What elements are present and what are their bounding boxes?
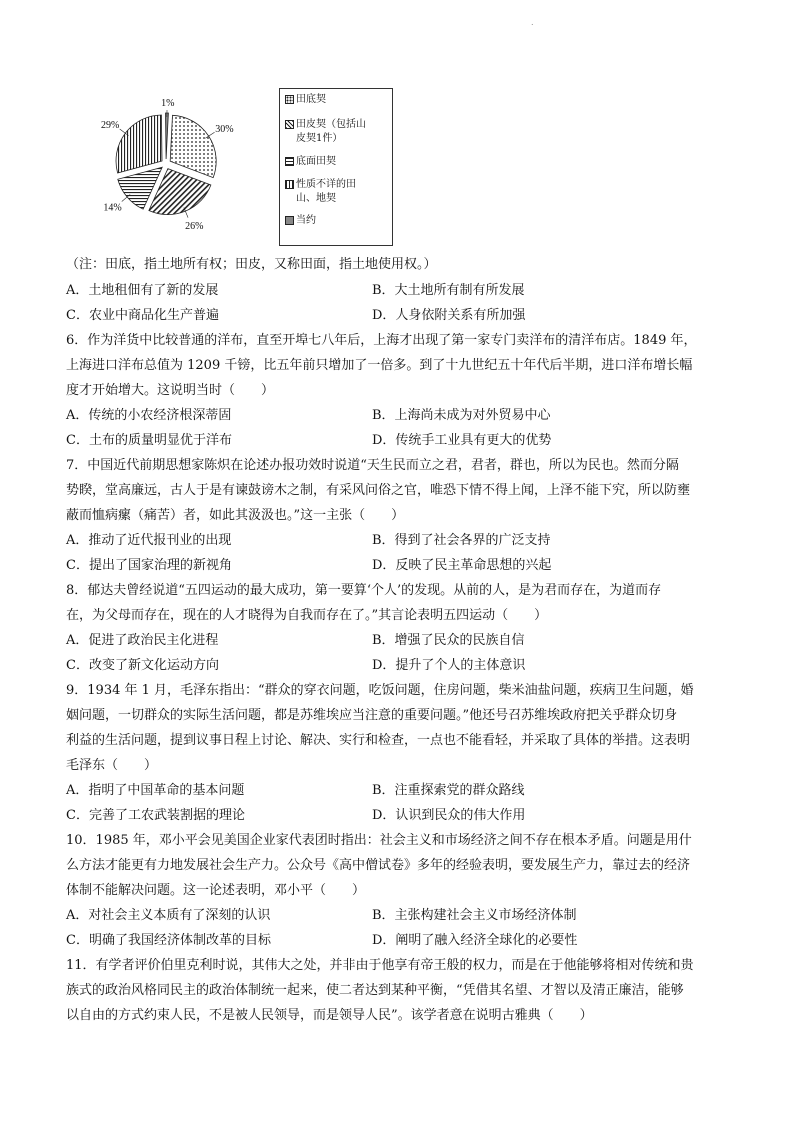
q8-option-b[interactable]: B．增强了民众的民族自信 [372, 633, 525, 648]
q11-stem-line: 11．有学者评价伯里克利时说，其伟大之处，并非由于他享有帝王般的权力，而是在于他能够将相对传统和贵 [66, 958, 694, 973]
q8-option-a[interactable]: A．促进了政治民主化进程 [66, 633, 219, 648]
legend-label: 当约 [296, 215, 316, 226]
q8-option-c[interactable]: C．改变了新文化运动方向 [66, 658, 219, 673]
legend-item-field-bottom [285, 93, 388, 107]
pie-slice [116, 115, 162, 173]
legend-label: 田皮契（包括山 [296, 119, 366, 130]
q10-stem-line: 体制不能解决问题。这一论述表明，邓小平（ ） [66, 883, 366, 898]
slice-label: 26% [185, 221, 204, 233]
vertical-swatch-icon [285, 180, 294, 189]
legend-label: 田底契 [296, 94, 326, 105]
q5-option-b[interactable]: B．大土地所有制有所发展 [372, 283, 525, 298]
q9-option-c[interactable]: C．完善了工农武装割据的理论 [66, 808, 245, 823]
q9-stem-line: 毛泽东（ ） [66, 758, 158, 773]
dots-swatch-icon [285, 95, 294, 104]
q10-option-d[interactable]: D．阐明了融入经济全球化的必要性 [372, 933, 578, 948]
q6-option-a[interactable]: A．传统的小农经济根深蒂固 [66, 408, 232, 423]
legend-label: 性质不详的田 [296, 179, 356, 190]
q6-option-d[interactable]: D．传统手工业具有更大的优势 [372, 433, 552, 448]
q8-stem-line: 在，为父母而存在，现在的人才晓得为自我而存在了。”其言论表明五四运动（ ） [66, 608, 548, 623]
q10-stem-line: 10．1985 年，邓小平会见美国企业家代表团时指出：社会主义和市场经济之间不存在根本矛盾。问题是用什 [66, 833, 692, 848]
q6-stem-line: 上海进口洋布总值为 1209 千镑，比五年前只增加了一倍多。到了十九世纪五十年代后半期，进口洋布增长幅 [66, 358, 693, 373]
pie-slice [166, 113, 169, 159]
q8-option-d[interactable]: D．提升了个人的主体意识 [372, 658, 526, 673]
slice-label: 29% [100, 120, 120, 132]
slice-label: 1% [161, 98, 175, 110]
solid-swatch-icon [285, 216, 294, 225]
q10-stem-line: 么方法才能更有力地发展社会生产力。公众号《高中僧试卷》多年的经验表明，要发展生产力，靠过去的经济 [66, 858, 691, 873]
q9-option-b[interactable]: B．注重探索党的群众路线 [372, 783, 525, 798]
pie-chart [70, 96, 270, 246]
q5-option-a[interactable]: A．土地租佃有了新的发展 [66, 283, 219, 298]
q7-option-a[interactable]: A．推动了近代报刊业的出现 [66, 533, 232, 548]
q9-option-d[interactable]: D．认识到民众的伟大作用 [372, 808, 526, 823]
q9-stem-line: 利益的生活问题，提到议事日程上讨论、解决、实行和检查，一点也不能看轻，并采取了具体的举措。这表明 [66, 733, 691, 748]
legend-label: 底面田契 [296, 156, 336, 167]
q11-stem-line: 族式的政治风格同民主的政治体制统一起来，使二者达到某种平衡，“凭借其名望、才智以及清正廉洁，能够 [66, 983, 684, 998]
q7-stem-line: 蔽而恤病瘰（痛苦）者，如此其汲汲也。”这一主张（ ） [66, 508, 405, 523]
q10-option-b[interactable]: B．主张构建社会主义市场经济体制 [372, 908, 577, 923]
q7-option-c[interactable]: C．提出了国家治理的新视角 [66, 558, 232, 573]
q6-stem-line: 6．作为洋货中比较普通的洋布，直至开埠七八年后，上海才出现了第一家专门卖洋布的清洋布店。1849 年， [66, 333, 697, 348]
q9-stem-line: 9．1934 年 1 月，毛泽东指出：“群众的穿衣问题，吃饭问题，住房问题，柴米油盐问题，疾病卫生问题，婚 [66, 683, 694, 698]
legend-item-unknown [285, 178, 388, 206]
slice-label: 30% [215, 123, 234, 135]
q11-stem-line: 以自由的方式约束人民，不是被人民领导，而是领导人民”。该学者意在说明古雅典（ ） [66, 1008, 593, 1023]
q10-option-c[interactable]: C．明确了我国经济体制改革的目标 [66, 933, 271, 948]
q6-option-c[interactable]: C．土布的质量明显优于洋布 [66, 433, 232, 448]
legend-item-bottom-face [285, 155, 388, 169]
q6-option-b[interactable]: B．上海尚未成为对外贸易中心 [372, 408, 551, 423]
legend-item-pawn [285, 214, 388, 228]
chart-legend [279, 88, 393, 246]
horizontal-swatch-icon [285, 157, 294, 166]
chart-note: （注：田底，指土地所有权；田皮，又称田面，指土地使用权。） [66, 257, 437, 272]
q7-stem-line: 势睽，堂高廉远，古人于是有谏鼓谤木之制，有采风问俗之官，唯恐下情不得上闻，上泽不能下究，所以防壅 [66, 483, 691, 498]
q7-option-d[interactable]: D．反映了民主革命思想的兴起 [372, 558, 552, 573]
q9-option-a[interactable]: A．指明了中国革命的基本问题 [66, 783, 245, 798]
diagonal-swatch-icon [285, 120, 294, 129]
q8-stem-line: 8．郁达夫曾经说道“五四运动的最大成功，第一要算‘个人’的发现。从前的人，是为君而存在，为道而存 [66, 583, 662, 598]
legend-item-field-skin [285, 118, 388, 146]
slice-label: 14% [103, 202, 122, 214]
q7-stem-line: 7．中国近代前期思想家陈炽在论述办报功效时说道“天生民而立之君，君者，群也，所以为民也。然而分隔 [66, 458, 679, 473]
q9-stem-line: 姻问题，一切群众的实际生活问题，都是苏维埃应当注意的重要问题。”他还号召苏维埃政府把关乎群众切身 [66, 708, 678, 723]
q6-stem-line: 度才开始增大。这说明当时（ ） [66, 383, 275, 398]
legend-label-line2: 皮契1件） [296, 133, 343, 144]
header-mark: . [531, 18, 534, 27]
q5-option-c[interactable]: C．农业中商品化生产普遍 [66, 308, 219, 323]
q7-option-b[interactable]: B．得到了社会各界的广泛支持 [372, 533, 551, 548]
pie-slice [170, 115, 216, 177]
q10-option-a[interactable]: A．对社会主义本质有了深刻的认识 [66, 908, 271, 923]
q5-option-d[interactable]: D．人身依附关系有所加强 [372, 308, 526, 323]
legend-label-line2: 山、地契 [296, 193, 336, 204]
